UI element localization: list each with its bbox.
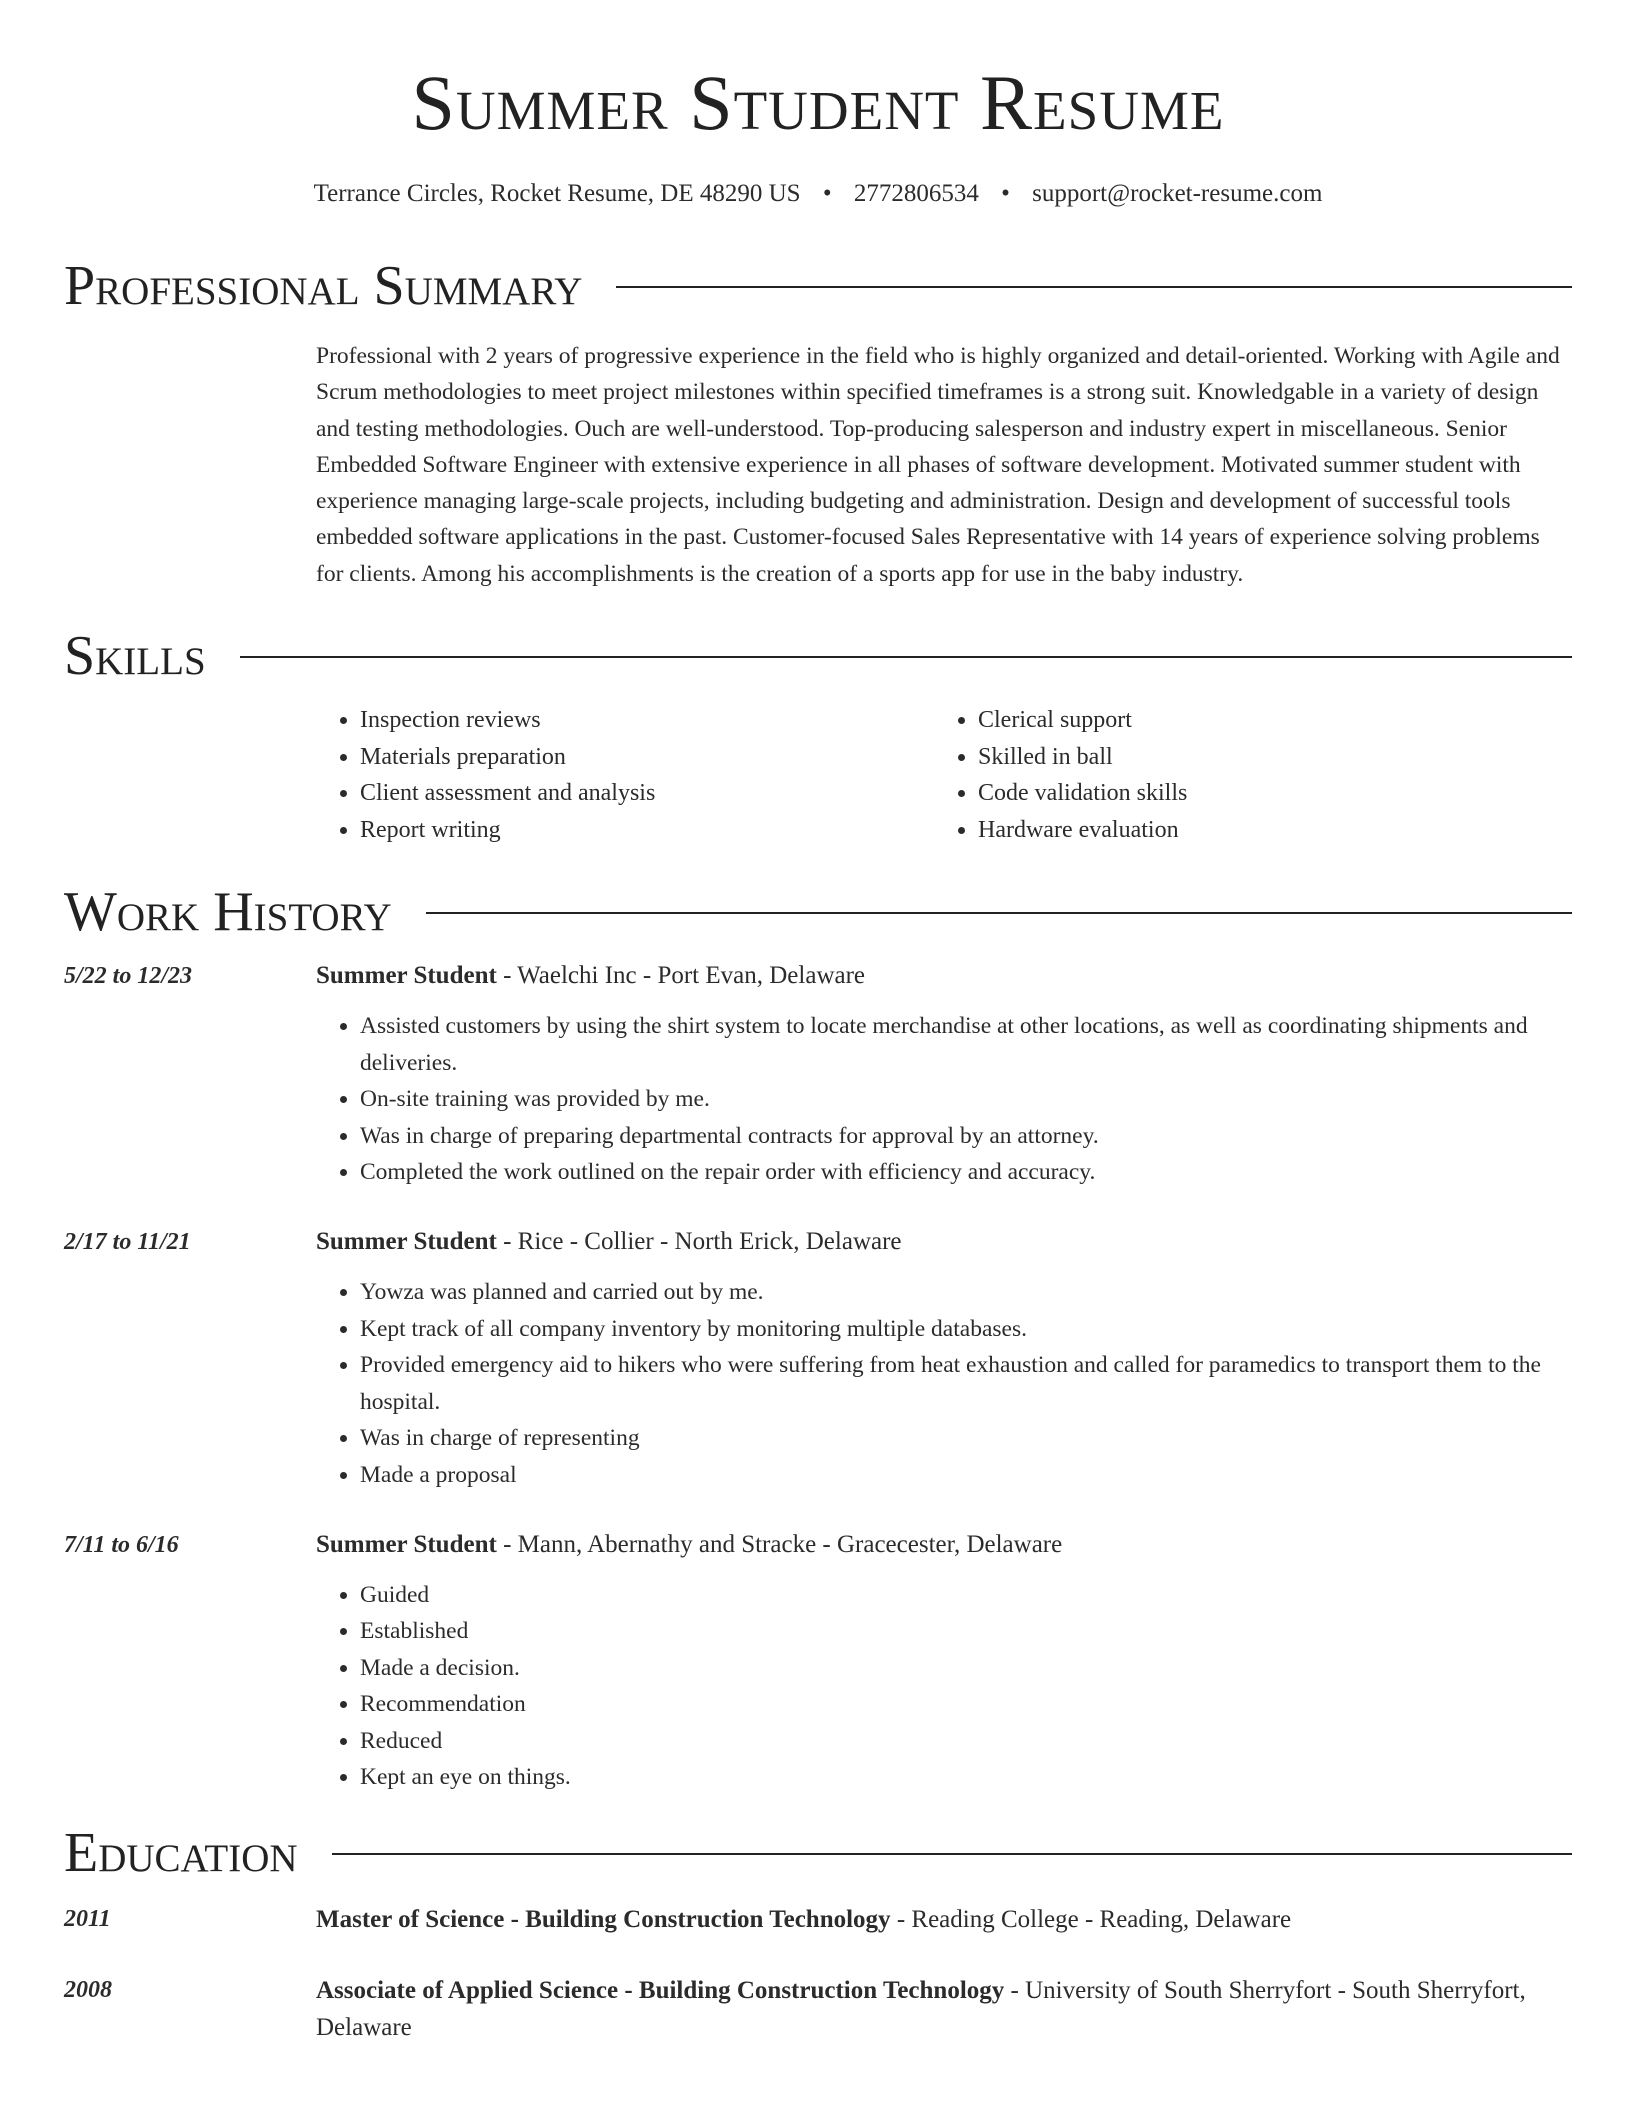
- job-bullet: • Yowza was planned and carried out by me.: [360, 1274, 1572, 1310]
- skills-section-header: [64, 625, 1572, 688]
- job-bullet: • Was in charge of preparing departmental contracts for approval by an attorney.: [360, 1118, 1572, 1154]
- job-bullet: • Reduced: [360, 1723, 1572, 1759]
- education-date: 2011: [64, 1906, 111, 1933]
- job-entry: [64, 1527, 1572, 1795]
- skills-list: [316, 702, 1572, 848]
- education-entry: [64, 1972, 1572, 2046]
- summary-text: Professional with 2 years of progressive experience in the field who is highly organized and detail-oriented. Working with Agile and Scrum methodologies to meet project milestones within specified timeframes is a strong suit. Knowledgable in a variety of design and testing methodologies. Ouch are well-understood. Top-producing salesperson and industry expert in miscellaneous. Senior Embedded Software Engineer with extensive experience in all phases of software development. Motivated summer student with experience managing large-scale projects, including budgeting and administration. Design and development of successful tools embedded software applications in the past. Customer-focused Sales Representative with 14 years of experience solving problems for clients. Among his accomplishments is the creation of a sports app for use in the baby industry.: [316, 343, 1560, 587]
- education-date: 2008: [64, 1977, 112, 2004]
- resume-title: Summer Student Resume: [411, 59, 1225, 146]
- contact-separator: •: [1001, 180, 1010, 207]
- job-bullet: • Assisted customers by using the shirt system to locate merchandise at other locations, as well as coordinating shipments and deliveries.: [360, 1008, 1572, 1081]
- skills-column-2: [934, 702, 1552, 848]
- job-bullet: • Recommendation: [360, 1686, 1572, 1722]
- contact-address: Terrance Circles, Rocket Resume, DE 48290 US: [313, 180, 801, 207]
- job-bullets: [316, 1274, 1572, 1492]
- skill-item: • Materials preparation: [360, 739, 934, 776]
- education-degree: Associate of Applied Science - Building Construction Technology: [316, 1977, 1005, 2005]
- job-bullet: • Guided: [360, 1577, 1572, 1613]
- job-bullet: • Made a decision.: [360, 1650, 1572, 1686]
- skill-item: • Clerical support: [978, 702, 1552, 739]
- section-divider: [426, 912, 1572, 914]
- contact-separator: •: [822, 180, 832, 207]
- education-details: [316, 1972, 1572, 2046]
- job-dates: 7/11 to 6/16: [64, 1531, 179, 1558]
- education-entry: [64, 1901, 1572, 1938]
- job-title: Summer Student: [316, 962, 497, 990]
- job-bullet: • Kept track of all company inventory by monitoring multiple databases.: [360, 1311, 1572, 1347]
- education-section-title: Education: [64, 1822, 298, 1885]
- job-dates: 2/17 to 11/21: [64, 1229, 191, 1256]
- job-title: Summer Student: [316, 1228, 497, 1256]
- summary-section-header: [64, 255, 1572, 317]
- job-bullet: • Kept an eye on things.: [360, 1759, 1572, 1795]
- skills-column-1: [316, 702, 934, 848]
- skill-item: • Hardware evaluation: [978, 812, 1552, 849]
- skill-item: • Skilled in ball: [978, 739, 1552, 776]
- summary-section-title: Professional Summary: [64, 255, 583, 317]
- job-bullet: • Provided emergency aid to hikers who were suffering from heat exhaustion and called for paramedics to transport them to the hospital.: [360, 1347, 1572, 1420]
- skills-section-title: Skills: [64, 625, 206, 688]
- contact-email: support@rocket-resume.com: [1032, 180, 1323, 207]
- section-divider: [616, 286, 1572, 288]
- skill-item: • Client assessment and analysis: [360, 775, 934, 812]
- work-section-header: [64, 881, 1572, 944]
- job-header: [316, 958, 1572, 994]
- section-divider: [240, 656, 1572, 658]
- job-header: [316, 1224, 1572, 1260]
- job-bullet: • Was in charge of representing: [360, 1420, 1572, 1456]
- skill-item: • Code validation skills: [978, 775, 1552, 812]
- job-title: Summer Student: [316, 1530, 497, 1558]
- job-company: - Waelchi Inc - Port Evan, Delaware: [496, 962, 866, 990]
- education-details: [316, 1901, 1572, 1938]
- job-bullet: • Made a proposal: [360, 1457, 1572, 1493]
- job-header: [316, 1527, 1572, 1563]
- skill-item: • Report writing: [360, 812, 934, 849]
- work-section-title: Work History: [64, 881, 392, 944]
- job-bullet: • Completed the work outlined on the repair order with efficiency and accuracy.: [360, 1154, 1572, 1190]
- job-dates: 5/22 to 12/23: [64, 963, 193, 990]
- job-entry: [64, 958, 1572, 1190]
- skill-item: • Inspection reviews: [360, 702, 934, 739]
- education-school: - Reading College - Reading, Delaware: [890, 1906, 1292, 1934]
- section-divider: [332, 1853, 1572, 1855]
- contact-phone: 2772806534: [853, 180, 979, 207]
- job-bullets: [316, 1577, 1572, 1795]
- job-bullet: • Established: [360, 1613, 1572, 1649]
- education-section-header: [64, 1822, 1572, 1885]
- job-entry: [64, 1224, 1572, 1492]
- contact-line: [64, 180, 1572, 208]
- job-bullets: [316, 1008, 1572, 1190]
- job-bullet: • On-site training was provided by me.: [360, 1081, 1572, 1117]
- education-degree: Master of Science - Building Construction Technology: [316, 1906, 891, 1934]
- resume-page: [64, 0, 1572, 2046]
- job-company: - Rice - Collier - North Erick, Delaware: [496, 1228, 902, 1256]
- education-school: - University of South Sherryfort - South Sherryfort, Delaware: [316, 1977, 1526, 2042]
- job-company: - Mann, Abernathy and Stracke - Gracecester, Delaware: [496, 1530, 1063, 1558]
